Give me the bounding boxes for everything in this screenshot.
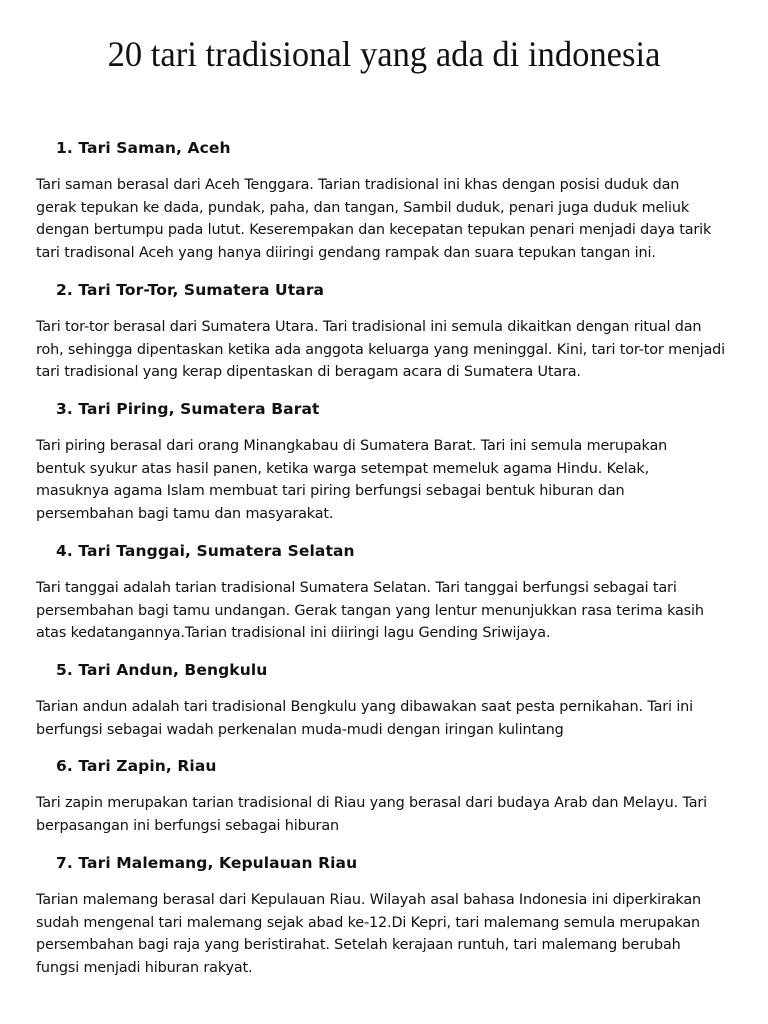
document-title: 20 tari tradisional yang ada di indonesia [107, 34, 661, 74]
paragraph-line: masuknya agama Islam membuat tari piring berfungsi sebagai bentuk hiburan dan [36, 483, 625, 499]
section-heading: 1. Tari Saman, Aceh [56, 139, 231, 157]
section-paragraph [36, 577, 736, 645]
paragraph-line: persembahan bagi raja yang beristirahat. Setelah kerajaan runtuh, tari malemang berubah [36, 937, 681, 953]
paragraph-line: tari tradisional yang kerap dipentaskan di beragam acara di Sumatera Utara. [36, 364, 581, 380]
paragraph-line: Tari saman berasal dari Aceh Tenggara. Tarian tradisional ini khas dengan posisi duduk dan [36, 177, 680, 193]
paragraph-line: berfungsi sebagai wadah perkenalan muda-mudi dengan iringan kulintang [36, 721, 564, 738]
paragraph-line: Tarian malemang berasal dari Kepulauan Riau. Wilayah asal bahasa Indonesia ini diperkirakan [36, 892, 702, 908]
section-tari-malemang [0, 852, 768, 979]
paragraph-line: tari tradisonal Aceh yang hanya diiringi gendang rampak dan suara tepukan tangan ini. [36, 244, 656, 261]
paragraph-line: fungsi menjadi hiburan rakyat. [36, 959, 253, 976]
paragraph-line: dengan bertumpu pada lutut. Keserempakan dan kecepatan tepukan penari menjadi daya tarik [36, 222, 712, 238]
paragraph-line: Tarian andun adalah tari tradisional Bengkulu yang dibawakan saat pesta pernikahan. Tari ini [36, 699, 693, 715]
paragraph-line: sudah mengenal tari malemang sejak abad ke-12.Di Kepri, tari malemang semula merupakan [36, 914, 700, 931]
section-tari-andun [0, 659, 768, 741]
paragraph-line: Tari tanggai adalah tarian tradisional Sumatera Selatan. Tari tanggai berfungsi sebagai tari [36, 580, 677, 596]
section-heading: 2. Tari Tor-Tor, Sumatera Utara [56, 281, 325, 299]
paragraph-line: roh, sehingga dipentaskan ketika ada anggota keluarga yang meninggal. Kini, tari tor-tor menjadi [36, 341, 725, 358]
section-tari-saman [0, 137, 768, 264]
section-paragraph [36, 316, 736, 384]
section-tari-tanggai [0, 540, 768, 645]
paragraph-line: Tari tor-tor berasal dari Sumatera Utara. Tari tradisional ini semula dikaitkan dengan ritual dan [36, 319, 702, 335]
section-paragraph [36, 435, 736, 525]
paragraph-line: atas kedatangannya.Tarian tradisional ini diiringi lagu Gending Sriwijaya. [36, 625, 551, 641]
section-heading: 6. Tari Zapin, Riau [56, 757, 217, 775]
section-heading: 5. Tari Andun, Bengkulu [56, 661, 268, 679]
paragraph-line: Tari zapin merupakan tarian tradisional di Riau yang berasal dari budaya Arab dan Melayu. Tari [36, 795, 707, 811]
section-paragraph [36, 792, 736, 837]
section-paragraph [36, 696, 736, 741]
section-heading: 7. Tari Malemang, Kepulauan Riau [56, 854, 358, 872]
paragraph-line: persembahan bagi tamu undangan. Gerak tangan yang lentur menunjukkan rasa terima kasih [36, 602, 704, 619]
paragraph-line: bentuk syukur atas hasil panen, ketika warga setempat memeluk agama Hindu. Kelak, [36, 460, 650, 477]
section-heading: 4. Tari Tanggai, Sumatera Selatan [56, 542, 355, 560]
paragraph-line: Tari piring berasal dari orang Minangkabau di Sumatera Barat. Tari ini semula merupakan [36, 438, 668, 454]
section-tari-zapin [0, 755, 768, 837]
paragraph-line: gerak tepukan ke dada, pundak, paha, dan tangan, Sambil duduk, penari juga duduk meliuk [36, 199, 690, 216]
paragraph-line: persembahan bagi tamu dan masyarakat. [36, 505, 334, 522]
paragraph-line: berpasangan ini berfungsi sebagai hiburan [36, 817, 339, 834]
section-paragraph [36, 889, 736, 979]
section-tari-piring [0, 398, 768, 525]
section-tari-tor-tor [0, 279, 768, 384]
section-paragraph [36, 174, 736, 264]
section-heading: 3. Tari Piring, Sumatera Barat [56, 400, 320, 418]
